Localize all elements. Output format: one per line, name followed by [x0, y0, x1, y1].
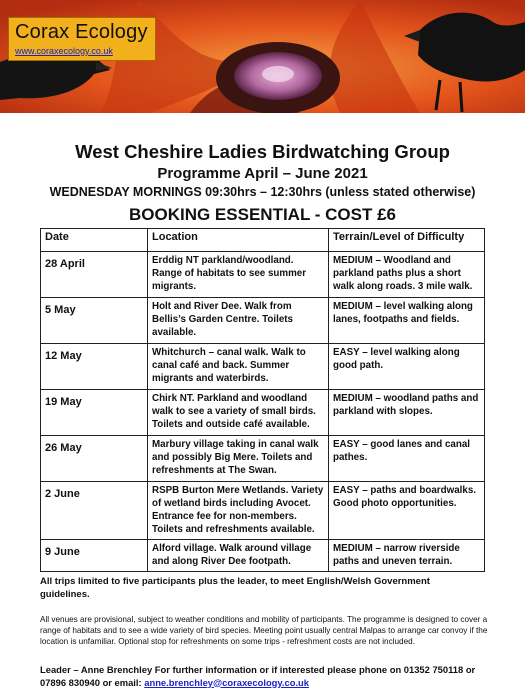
header-terrain: Terrain/Level of Difficulty: [329, 229, 485, 252]
programme-table: [40, 228, 485, 572]
row-location: Holt and River Dee. Walk from Bellis’s Garden Centre. Toilets available.: [148, 298, 329, 344]
row-date: 2 June: [41, 482, 148, 540]
row-location: Whitchurch – canal walk. Walk to canal café and back. Summer migrants and waterbirds.: [148, 344, 329, 390]
row-date: 9 June: [41, 540, 148, 572]
logo-box: [8, 17, 156, 61]
table-row: [41, 344, 485, 390]
table-row: [41, 252, 485, 298]
participant-limit-note: All trips limited to five participants plus the leader, to meet English/Welsh Government guidelines.: [40, 576, 430, 600]
row-terrain: EASY – level walking along good path.: [329, 344, 485, 390]
table-row: [41, 436, 485, 482]
row-date: 12 May: [41, 344, 148, 390]
leader-contact: [40, 664, 500, 689]
row-terrain: MEDIUM – level walking along lanes, footpaths and fields.: [329, 298, 485, 344]
row-terrain: EASY – paths and boardwalks. Good photo opportunities.: [329, 482, 485, 540]
row-location: Marbury village taking in canal walk and possibly Big Mere. Toilets and refreshments at The Swan.: [148, 436, 329, 482]
row-location: Erddig NT parkland/woodland. Range of habitats to see summer migrants.: [148, 252, 329, 298]
group-title: West Cheshire Ladies Birdwatching Group: [75, 141, 450, 162]
brand-name: Corax Ecology: [15, 21, 148, 43]
leader-contact-text: Leader – Anne Brenchley For further information or if interested please phone on 01352 750118 or 07896 830940 or email:: [40, 664, 476, 688]
row-terrain: MEDIUM – narrow riverside paths and uneven terrain.: [329, 540, 485, 572]
table-header-row: [41, 229, 485, 252]
programme-dates: Programme April – June 2021: [157, 165, 368, 182]
row-location: Alford village. Walk around village and along River Dee footpath.: [148, 540, 329, 572]
row-date: 5 May: [41, 298, 148, 344]
booking-cost: BOOKING ESSENTIAL - COST £6: [128, 205, 396, 224]
row-terrain: MEDIUM – Woodland and parkland paths plus a short walk along roads. 3 mile walk.: [329, 252, 485, 298]
header-banner: [0, 0, 525, 113]
row-date: 19 May: [41, 390, 148, 436]
table-row: [41, 540, 485, 572]
table-row: [41, 298, 485, 344]
row-location: RSPB Burton Mere Wetlands. Variety of wetland birds including Avocet. Entrance fee for non-members. Toilets and refreshments available.: [148, 482, 329, 540]
row-date: 28 April: [41, 252, 148, 298]
row-location: Chirk NT. Parkland and woodland walk to see a variety of small birds. Toilets and outside café available.: [148, 390, 329, 436]
table-row: [41, 482, 485, 540]
brand-url-link[interactable]: www.coraxecology.co.uk: [15, 46, 113, 56]
row-terrain: MEDIUM – woodland paths and parkland with slopes.: [329, 390, 485, 436]
row-terrain: EASY – good lanes and canal pathes.: [329, 436, 485, 482]
header-date: Date: [41, 229, 148, 252]
venues-note: All venues are provisional, subject to weather conditions and mobility of participants. The programme is designed to cover a range of habitats and to see a wide variety of bird species. Meeting point usually central Malpas to arrange car convoy if the location is unfamiliar. Optional stop for refreshments on some trips - refreshment costs are not included.: [40, 615, 488, 646]
email-link[interactable]: anne.brenchley@coraxecology.co.uk: [144, 676, 310, 688]
header-location: Location: [148, 229, 329, 252]
schedule-line: WEDNESDAY MORNINGS 09:30hrs – 12:30hrs (unless stated otherwise): [49, 185, 476, 199]
table-row: [41, 390, 485, 436]
row-date: 26 May: [41, 436, 148, 482]
